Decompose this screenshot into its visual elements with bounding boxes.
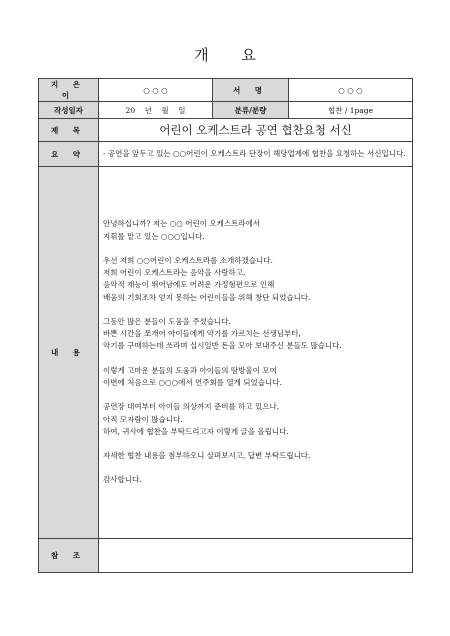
- content-line: 악기를 구매하는데 쓰라며 십시일반 돈을 모아 보내주신 분들도 많습니다.: [103, 341, 342, 351]
- content-lines: [103, 218, 408, 486]
- content-line: [103, 243, 408, 255]
- signature-label: 서 명: [213, 79, 289, 102]
- content-line: [103, 462, 408, 474]
- content-line: 아직 모자람이 많습니다.: [103, 414, 183, 424]
- subject-label: 제 목: [39, 119, 99, 142]
- category-label: 분류/분량: [213, 102, 289, 119]
- content-line: [103, 438, 408, 450]
- content-line: 하여, 귀사에 협찬을 부탁드리고자 이렇게 글을 올립니다.: [103, 426, 289, 436]
- subject-row: [39, 119, 413, 142]
- content-label: 내 용: [39, 167, 99, 539]
- content-line: 그동안 많은 분들이 도움을 주셨습니다.: [103, 316, 231, 326]
- summary-value: - 공연을 앞두고 있는 ○○어린이 오케스트라 단장이 해당업계에 협찬을 요청하는 서신입니다.: [99, 142, 413, 167]
- summary-row: [39, 142, 413, 167]
- signature-value: ○ ○ ○: [289, 79, 413, 102]
- content-line: 이번에 처음으로 ○○○에서 연주회를 열게 되었습니다.: [103, 377, 282, 387]
- content-line: 감사합니다.: [103, 475, 142, 485]
- content-line: 저희 어린이 오케스트라는 음악을 사랑하고,: [103, 268, 246, 278]
- date-row: [39, 102, 413, 119]
- content-line: 지휘를 맡고 있는 ○○○입니다.: [103, 231, 205, 241]
- document-title: 개 요: [194, 46, 256, 64]
- content-row: [39, 167, 413, 539]
- content-line: 이렇게 고마운 분들의 도움과 아이들의 땀방울이 모여: [103, 365, 277, 375]
- content-body: [99, 167, 413, 539]
- summary-label: 요 약: [39, 142, 99, 167]
- content-line: [103, 304, 408, 316]
- content-line: [103, 389, 408, 401]
- content-line: [103, 353, 408, 365]
- content-line: 바쁜 시간을 쪼개어 아이들에게 악기를 가르치는 선생님부터,: [103, 329, 301, 339]
- content-line: 자세한 협찬 내용을 첨부하오니 살펴보시고, 답변 부탁드립니다.: [103, 451, 311, 461]
- summary-form: [38, 78, 413, 573]
- content-line: 공연장 대여부터 아이들 의상까지 준비를 하고 있으나,: [103, 402, 280, 412]
- content-line: 안녕하십니까? 저는 ○○ 어린이 오케스트라에서: [103, 219, 261, 229]
- category-value: 협찬 / 1page: [289, 102, 413, 119]
- reference-label: 참 조: [39, 539, 99, 573]
- content-line: 음악적 재능이 뛰어남에도 어려운 가정형편으로 인해: [103, 280, 275, 290]
- content-line: 우선 저희 ○○어린이 오케스트라를 소개하겠습니다.: [103, 255, 273, 265]
- reference-row: [39, 539, 413, 573]
- author-value: ○ ○ ○: [99, 79, 213, 102]
- author-row: [39, 79, 413, 102]
- author-label: 지 은 이: [39, 79, 99, 102]
- date-value: 20 년 월 일: [99, 102, 213, 119]
- subject-value: 어린이 오케스트라 공연 협찬요청 서신: [99, 119, 413, 142]
- reference-value: [99, 539, 413, 573]
- content-line: 배움의 기회조차 얻지 못하는 어린이들을 위해 창단 되었습니다.: [103, 292, 311, 302]
- date-label: 작성일자: [39, 102, 99, 119]
